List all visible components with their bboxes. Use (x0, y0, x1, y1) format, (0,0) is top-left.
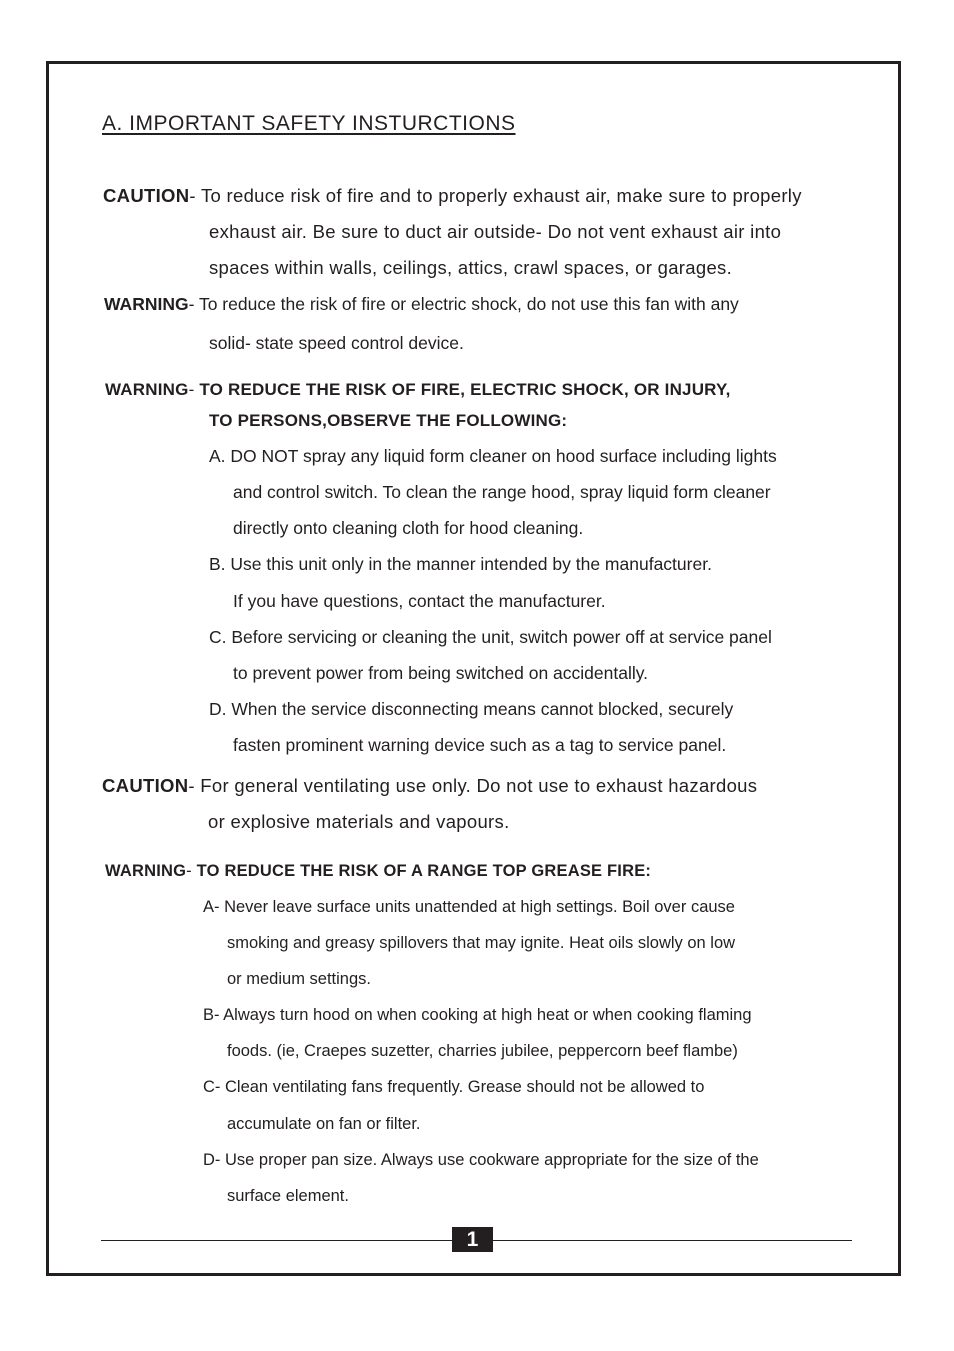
warning-3-item: C- Clean ventilating fans frequently. Grease should not be allowed to (203, 1078, 705, 1096)
caution-1-line: To reduce risk of fire and to properly exhaust air, make sure to properly (200, 185, 802, 206)
warning-label: WARNING (105, 862, 187, 880)
warning-label: WARNING (105, 380, 189, 399)
warning-3-item: accumulate on fan or filter. (227, 1115, 421, 1133)
warning-3-first-line: WARNING- TO REDUCE THE RISK OF A RANGE TOP GREASE FIRE: (105, 862, 652, 880)
warning-2-item: If you have questions, contact the manufacturer. (233, 591, 606, 611)
section-heading: A. IMPORTANT SAFETY INSTURCTIONS (102, 112, 516, 135)
warning-3-item: A- Never leave surface units unattended at high settings. Boil over cause (203, 898, 735, 916)
warning-label: WARNING (104, 294, 189, 314)
warning-2-item: B. Use this unit only in the manner intended by the manufacturer. (209, 554, 712, 574)
caution-1-line: spaces within walls, ceilings, attics, crawl spaces, or garages. (209, 257, 733, 278)
warning-2-item: fasten prominent warning device such as a tag to service panel. (233, 735, 727, 755)
warning-2-line: TO PERSONS,OBSERVE THE FOLLOWING: (209, 411, 568, 430)
warning-3-item: foods. (ie, Craepes suzetter, charries jubilee, peppercorn beef flambe) (227, 1042, 738, 1060)
caution-label: CAUTION (103, 185, 190, 206)
warning-3-item: B- Always turn hood on when cooking at high heat or when cooking flaming (203, 1006, 752, 1024)
warning-3-line: TO REDUCE THE RISK OF A RANGE TOP GREASE FIRE: (196, 862, 652, 880)
caution-2-line: or explosive materials and vapours. (208, 811, 510, 832)
warning-3-item: or medium settings. (227, 970, 371, 988)
warning-3-item: smoking and greasy spillovers that may ignite. Heat oils slowly on low (227, 934, 736, 952)
warning-3-item: surface element. (227, 1187, 349, 1205)
caution-2-first-line: CAUTION- For general ventilating use only. Do not use to exhaust hazardous (102, 775, 758, 796)
caution-1-first-line: CAUTION- To reduce risk of fire and to properly exhaust air, make sure to properly (103, 185, 802, 206)
warning-1-line: To reduce the risk of fire or electric shock, do not use this fan with any (198, 294, 739, 314)
warning-1-line: solid- state speed control device. (209, 333, 464, 353)
warning-2-line: TO REDUCE THE RISK OF FIRE, ELECTRIC SHOCK, OR INJURY, (199, 380, 731, 399)
caution-2-line: For general ventilating use only. Do not use to exhaust hazardous (200, 775, 758, 796)
warning-2-item: C. Before servicing or cleaning the unit, switch power off at service panel (209, 627, 772, 647)
caution-label: CAUTION (102, 775, 189, 796)
page-number: 1 (452, 1227, 493, 1252)
caution-1-line: exhaust air. Be sure to duct air outside- Do not vent exhaust air into (209, 221, 782, 242)
warning-1-first-line: WARNING- To reduce the risk of fire or electric shock, do not use this fan with any (104, 294, 739, 314)
warning-2-item: to prevent power from being switched on accidentally. (233, 663, 649, 683)
warning-3-item: D- Use proper pan size. Always use cookware appropriate for the size of the (203, 1151, 759, 1169)
warning-2-item: directly onto cleaning cloth for hood cleaning. (233, 518, 584, 538)
warning-2-item: D. When the service disconnecting means cannot blocked, securely (209, 699, 734, 719)
warning-2-item: A. DO NOT spray any liquid form cleaner on hood surface including lights (209, 446, 777, 466)
warning-2-item: and control switch. To clean the range hood, spray liquid form cleaner (233, 482, 771, 502)
warning-2-first-line: WARNING- TO REDUCE THE RISK OF FIRE, ELECTRIC SHOCK, OR INJURY, (105, 380, 731, 399)
